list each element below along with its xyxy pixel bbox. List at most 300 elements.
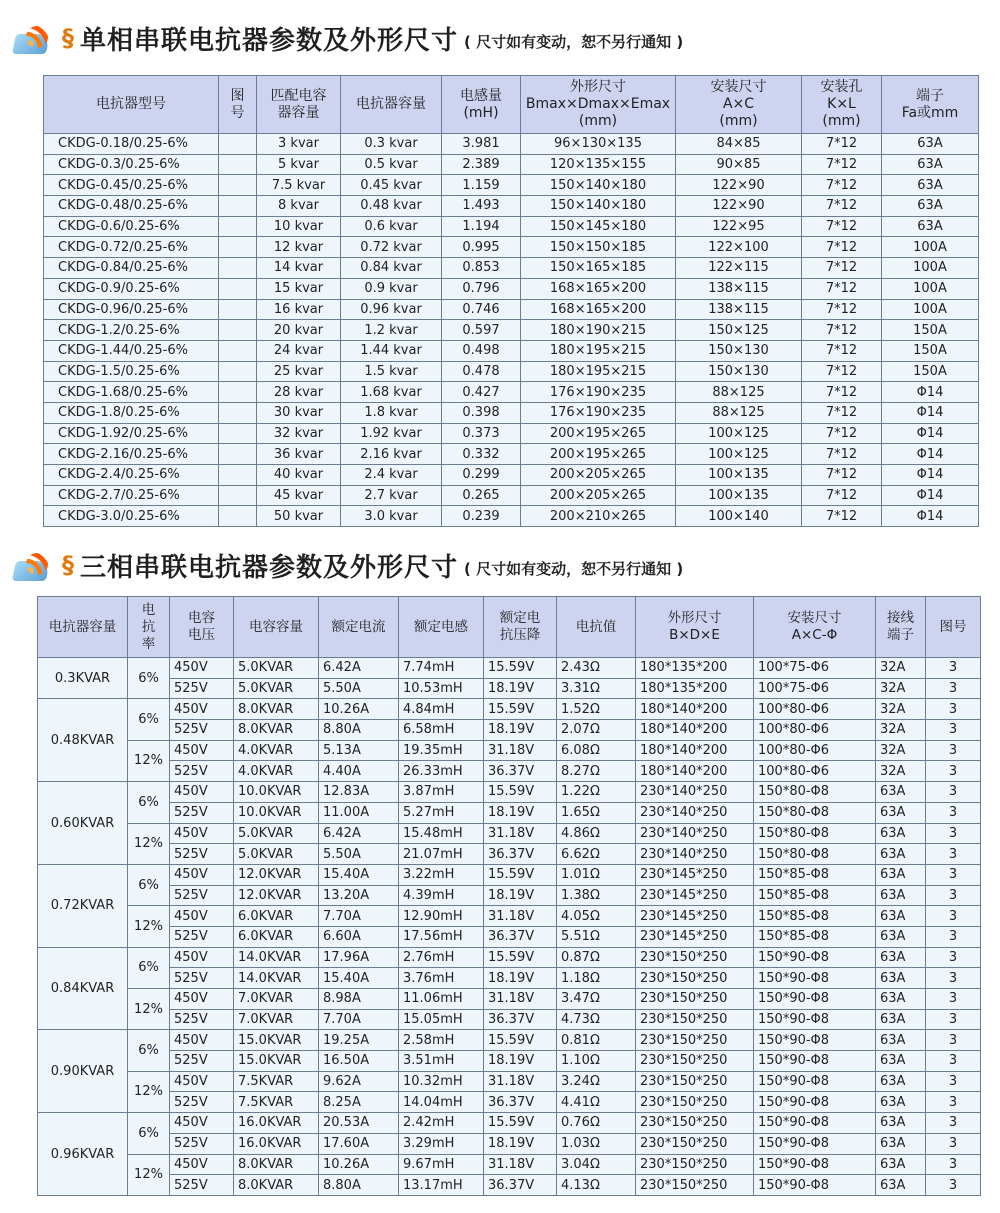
table-cell: 180*140*200 xyxy=(636,740,754,761)
table-cell: 4.86Ω xyxy=(557,823,636,844)
table-cell: CKDG-2.4/0.25-6% xyxy=(44,465,219,486)
table-cell: 63A xyxy=(882,134,979,155)
capacity-cell: 0.96KVAR xyxy=(38,1113,128,1196)
table-row xyxy=(38,1092,981,1113)
column-header: 电 抗 率 xyxy=(128,597,170,658)
column-header: 额定电流 xyxy=(319,597,399,658)
table-cell: 122×90 xyxy=(676,196,802,217)
table-cell: 3 kvar xyxy=(257,134,341,155)
table-cell: 31.18V xyxy=(484,823,557,844)
table-cell: 1.38Ω xyxy=(557,885,636,906)
table-row xyxy=(44,506,979,527)
column-header: 接线 端子 xyxy=(876,597,926,658)
table-cell: 10 kvar xyxy=(257,216,341,237)
table-cell xyxy=(219,237,257,258)
table-cell: 525V xyxy=(170,1133,234,1154)
table-cell: 150*90-Φ8 xyxy=(754,1154,876,1175)
table-row xyxy=(38,1154,981,1175)
table-cell: 63A xyxy=(876,947,926,968)
table-cell: 150*90-Φ8 xyxy=(754,989,876,1010)
table-cell: 7*12 xyxy=(802,444,882,465)
table-cell: 90×85 xyxy=(676,154,802,175)
table-cell: 176×190×235 xyxy=(521,402,676,423)
table-cell: 63A xyxy=(876,885,926,906)
table-cell: 14.04mH xyxy=(399,1092,484,1113)
table-cell: 180×195×215 xyxy=(521,361,676,382)
table-cell: 525V xyxy=(170,926,234,947)
table-cell: 17.56mH xyxy=(399,926,484,947)
table-cell: 1.03Ω xyxy=(557,1133,636,1154)
table-cell: 180×195×215 xyxy=(521,340,676,361)
table-cell: 6.42A xyxy=(319,658,399,679)
table-cell: 8.25A xyxy=(319,1092,399,1113)
table-cell: 100×125 xyxy=(676,444,802,465)
table-cell: 3.22mH xyxy=(399,864,484,885)
table-cell: 63A xyxy=(876,844,926,865)
table-cell: 16.0KVAR xyxy=(234,1113,319,1134)
table-cell: 230*140*250 xyxy=(636,844,754,865)
table-cell xyxy=(219,485,257,506)
table-cell: 25 kvar xyxy=(257,361,341,382)
table-cell: 150*90-Φ8 xyxy=(754,1009,876,1030)
table-cell: 122×90 xyxy=(676,175,802,196)
section-header-single-phase xyxy=(12,18,683,58)
table-cell: 1.52Ω xyxy=(557,699,636,720)
table-cell: 100×135 xyxy=(676,485,802,506)
table-cell: 3 xyxy=(926,885,981,906)
table-cell: 3 xyxy=(926,1071,981,1092)
table-cell: 100×125 xyxy=(676,423,802,444)
table-cell: Φ14 xyxy=(882,402,979,423)
table-cell: 7*12 xyxy=(802,278,882,299)
table-cell xyxy=(219,299,257,320)
table-cell: 1.159 xyxy=(442,175,521,196)
table-cell: 3 xyxy=(926,1154,981,1175)
column-header: 额定电 抗压降 xyxy=(484,597,557,658)
table-cell: CKDG-0.96/0.25-6% xyxy=(44,299,219,320)
table-cell: Φ14 xyxy=(882,485,979,506)
table-cell: 10.26A xyxy=(319,1154,399,1175)
table-cell: 3.0 kvar xyxy=(341,506,442,527)
table-cell: 525V xyxy=(170,1092,234,1113)
table-cell: 20.53A xyxy=(319,1113,399,1134)
column-header: 图号 xyxy=(926,597,981,658)
table-cell: 7.0KVAR xyxy=(234,989,319,1010)
table-cell: 1.493 xyxy=(442,196,521,217)
column-header: 电抗值 xyxy=(557,597,636,658)
table-cell: 1.01Ω xyxy=(557,864,636,885)
table-cell: 5.27mH xyxy=(399,802,484,823)
table-cell: 3 xyxy=(926,1133,981,1154)
capacity-cell: 0.60KVAR xyxy=(38,782,128,865)
table-cell: 200×210×265 xyxy=(521,506,676,527)
table-cell: 230*150*250 xyxy=(636,1154,754,1175)
table-row xyxy=(44,299,979,320)
table-cell: 230*145*250 xyxy=(636,926,754,947)
table-cell: 32A xyxy=(876,699,926,720)
column-header: 电抗器容量 xyxy=(341,76,442,134)
table-cell: CKDG-0.6/0.25-6% xyxy=(44,216,219,237)
table-cell: 4.41Ω xyxy=(557,1092,636,1113)
table-cell: 2.43Ω xyxy=(557,658,636,679)
table-cell: 122×95 xyxy=(676,216,802,237)
table-cell: 7*12 xyxy=(802,299,882,320)
table-cell: 5.13A xyxy=(319,740,399,761)
table-cell: 6.0KVAR xyxy=(234,906,319,927)
table-cell: 525V xyxy=(170,678,234,699)
table-cell: 2.7 kvar xyxy=(341,485,442,506)
table-cell: 3.29mH xyxy=(399,1133,484,1154)
table-cell: 0.87Ω xyxy=(557,947,636,968)
table-cell: 15.40A xyxy=(319,968,399,989)
table-cell: 1.44 kvar xyxy=(341,340,442,361)
table-cell: 450V xyxy=(170,989,234,1010)
table-row xyxy=(38,720,981,741)
table-row xyxy=(38,885,981,906)
table-row xyxy=(38,844,981,865)
table-cell xyxy=(219,134,257,155)
table-cell: 4.39mH xyxy=(399,885,484,906)
table-cell: 32A xyxy=(876,658,926,679)
table-cell xyxy=(219,216,257,237)
table-cell: 200×205×265 xyxy=(521,465,676,486)
table-row xyxy=(38,906,981,927)
table-cell: Φ14 xyxy=(882,382,979,403)
table-cell: 0.478 xyxy=(442,361,521,382)
table-cell: 0.48 kvar xyxy=(341,196,442,217)
table-row xyxy=(38,761,981,782)
table-cell: 10.53mH xyxy=(399,678,484,699)
table-cell: 15.59V xyxy=(484,1113,557,1134)
table-cell: 63A xyxy=(876,802,926,823)
table-cell: 230*150*250 xyxy=(636,1009,754,1030)
table-cell: 13.17mH xyxy=(399,1175,484,1196)
rate-cell: 6% xyxy=(128,782,170,823)
table-cell: 3 xyxy=(926,864,981,885)
table-cell: 3 xyxy=(926,844,981,865)
table-row xyxy=(38,968,981,989)
table-cell: 230*145*250 xyxy=(636,885,754,906)
table-cell: 0.398 xyxy=(442,402,521,423)
table-cell: CKDG-1.92/0.25-6% xyxy=(44,423,219,444)
rate-cell: 12% xyxy=(128,1154,170,1195)
table-cell: 150*80-Φ8 xyxy=(754,844,876,865)
table-cell: 180×190×215 xyxy=(521,320,676,341)
table-cell: 36 kvar xyxy=(257,444,341,465)
table-cell: 2.07Ω xyxy=(557,720,636,741)
table-cell: 15.48mH xyxy=(399,823,484,844)
table-cell: 15.0KVAR xyxy=(234,1051,319,1072)
table-cell: 122×100 xyxy=(676,237,802,258)
column-header: 外形尺寸 Bmax×Dmax×Emax (mm) xyxy=(521,76,676,134)
table-cell: 63A xyxy=(882,196,979,217)
table-cell: CKDG-0.9/0.25-6% xyxy=(44,278,219,299)
table-row xyxy=(44,175,979,196)
table-cell: 3 xyxy=(926,947,981,968)
table-cell: 176×190×235 xyxy=(521,382,676,403)
single-phase-table xyxy=(43,75,979,527)
table-cell: 0.995 xyxy=(442,237,521,258)
table-cell: 150*90-Φ8 xyxy=(754,1071,876,1092)
table-cell: 450V xyxy=(170,699,234,720)
table-cell: 63A xyxy=(876,1051,926,1072)
table-cell: 3 xyxy=(926,1113,981,1134)
table-cell: 5.0KVAR xyxy=(234,678,319,699)
table-row xyxy=(44,258,979,279)
table-row xyxy=(44,196,979,217)
capacity-cell: 0.3KVAR xyxy=(38,658,128,699)
table-cell: 525V xyxy=(170,1009,234,1030)
table-cell: 150A xyxy=(882,320,979,341)
table-row xyxy=(44,278,979,299)
table-cell xyxy=(219,340,257,361)
table-cell: 7*12 xyxy=(802,402,882,423)
table-cell: 450V xyxy=(170,740,234,761)
table-cell: 63A xyxy=(876,1113,926,1134)
column-header: 电抗器型号 xyxy=(44,76,219,134)
table-cell: 3 xyxy=(926,761,981,782)
table-cell: 138×115 xyxy=(676,299,802,320)
table-cell: 63A xyxy=(876,1071,926,1092)
table-cell: 150*85-Φ8 xyxy=(754,926,876,947)
table-cell: 180*140*200 xyxy=(636,720,754,741)
table-cell xyxy=(219,444,257,465)
table-row xyxy=(44,485,979,506)
rate-cell: 6% xyxy=(128,864,170,905)
table-row xyxy=(44,134,979,155)
table-cell: 450V xyxy=(170,782,234,803)
table-cell: 100×140 xyxy=(676,506,802,527)
table-cell: 36.37V xyxy=(484,1009,557,1030)
table-cell: 18.19V xyxy=(484,1051,557,1072)
table-cell xyxy=(219,278,257,299)
table-cell: CKDG-1.5/0.25-6% xyxy=(44,361,219,382)
table-cell xyxy=(219,175,257,196)
table-cell: 16.0KVAR xyxy=(234,1133,319,1154)
table-cell: 0.9 kvar xyxy=(341,278,442,299)
table-cell: 450V xyxy=(170,1113,234,1134)
table-cell: 32A xyxy=(876,740,926,761)
table-cell: 3 xyxy=(926,802,981,823)
rate-cell: 12% xyxy=(128,906,170,947)
table-cell: 3 xyxy=(926,1175,981,1196)
table-cell: 10.26A xyxy=(319,699,399,720)
table-cell: 63A xyxy=(882,216,979,237)
table-cell: 3 xyxy=(926,658,981,679)
table-cell: 150×125 xyxy=(676,320,802,341)
table-cell: 31.18V xyxy=(484,740,557,761)
table-cell: 5.0KVAR xyxy=(234,844,319,865)
capacity-cell: 0.90KVAR xyxy=(38,1030,128,1113)
table-cell: 150*85-Φ8 xyxy=(754,906,876,927)
table-cell: 150*90-Φ8 xyxy=(754,1051,876,1072)
table-row xyxy=(38,699,981,720)
table-cell: 7*12 xyxy=(802,175,882,196)
table-cell: 122×115 xyxy=(676,258,802,279)
table-cell: 450V xyxy=(170,658,234,679)
table-cell: 2.389 xyxy=(442,154,521,175)
table-cell: 7*12 xyxy=(802,382,882,403)
table-cell: 525V xyxy=(170,720,234,741)
section-mark-icon: § xyxy=(62,551,74,579)
table-cell: 2.4 kvar xyxy=(341,465,442,486)
table-cell: 3 xyxy=(926,1092,981,1113)
table-cell: 1.10Ω xyxy=(557,1051,636,1072)
table-cell: 0.45 kvar xyxy=(341,175,442,196)
table-cell: 88×125 xyxy=(676,382,802,403)
table-cell: 6.58mH xyxy=(399,720,484,741)
table-cell: 150×150×185 xyxy=(521,237,676,258)
table-cell: CKDG-1.44/0.25-6% xyxy=(44,340,219,361)
table-cell: 3 xyxy=(926,1051,981,1072)
table-cell: 6.60A xyxy=(319,926,399,947)
table-cell: 36.37V xyxy=(484,844,557,865)
table-cell: 2.42mH xyxy=(399,1113,484,1134)
table-cell: 15.59V xyxy=(484,864,557,885)
table-cell: 3 xyxy=(926,926,981,947)
table-cell: 18.19V xyxy=(484,678,557,699)
table-row xyxy=(44,340,979,361)
table-cell: 1.2 kvar xyxy=(341,320,442,341)
table-cell: 450V xyxy=(170,906,234,927)
table-row xyxy=(38,658,981,679)
table-cell: 7*12 xyxy=(802,485,882,506)
table-row xyxy=(38,823,981,844)
table-cell: 63A xyxy=(876,1009,926,1030)
table-row xyxy=(38,802,981,823)
table-cell: 17.96A xyxy=(319,947,399,968)
table-cell: 8.0KVAR xyxy=(234,720,319,741)
table-cell: CKDG-0.84/0.25-6% xyxy=(44,258,219,279)
table-cell: 63A xyxy=(876,1092,926,1113)
table-cell: 1.18Ω xyxy=(557,968,636,989)
table-cell: 45 kvar xyxy=(257,485,341,506)
table-cell: 150*90-Φ8 xyxy=(754,1092,876,1113)
table-cell: 8.80A xyxy=(319,720,399,741)
table-cell: 150*90-Φ8 xyxy=(754,1113,876,1134)
column-header: 电容 电压 xyxy=(170,597,234,658)
table-cell: 36.37V xyxy=(484,926,557,947)
capacity-cell: 0.84KVAR xyxy=(38,947,128,1030)
table-cell: 26.33mH xyxy=(399,761,484,782)
table-cell: 180*135*200 xyxy=(636,678,754,699)
capacity-cell: 0.48KVAR xyxy=(38,699,128,782)
table-cell: 3 xyxy=(926,989,981,1010)
table-cell: 7*12 xyxy=(802,423,882,444)
table-cell: 3.31Ω xyxy=(557,678,636,699)
table-row xyxy=(38,947,981,968)
table-cell: 5.51Ω xyxy=(557,926,636,947)
table-cell xyxy=(219,506,257,527)
table-cell: 7.70A xyxy=(319,906,399,927)
table-cell: 150*80-Φ8 xyxy=(754,782,876,803)
table-cell: 150×145×180 xyxy=(521,216,676,237)
table-cell: 3.04Ω xyxy=(557,1154,636,1175)
table-cell: 63A xyxy=(876,823,926,844)
table-cell: 7*12 xyxy=(802,134,882,155)
table-cell: 230*150*250 xyxy=(636,1051,754,1072)
table-cell: 19.25A xyxy=(319,1030,399,1051)
table-cell: 180*140*200 xyxy=(636,761,754,782)
column-header: 端子 Fa或mm xyxy=(882,76,979,134)
table-row xyxy=(38,1071,981,1092)
table-cell: 100A xyxy=(882,258,979,279)
table-cell: 100A xyxy=(882,299,979,320)
table-cell: 0.299 xyxy=(442,465,521,486)
table-row xyxy=(44,361,979,382)
table-cell: CKDG-0.3/0.25-6% xyxy=(44,154,219,175)
table-cell: 150*90-Φ8 xyxy=(754,947,876,968)
table-cell: 32A xyxy=(876,678,926,699)
table-cell: 3 xyxy=(926,1009,981,1030)
table-cell: 15.59V xyxy=(484,699,557,720)
table-cell: 17.60A xyxy=(319,1133,399,1154)
table-row xyxy=(38,1030,981,1051)
table-cell: 20 kvar xyxy=(257,320,341,341)
table-cell: 11.00A xyxy=(319,802,399,823)
capacity-cell: 0.72KVAR xyxy=(38,864,128,947)
rate-cell: 6% xyxy=(128,699,170,740)
table-cell: 525V xyxy=(170,1051,234,1072)
rate-cell: 6% xyxy=(128,1113,170,1154)
table-row xyxy=(38,740,981,761)
table-cell: 150A xyxy=(882,340,979,361)
section-title: 三相串联电抗器参数及外形尺寸 xyxy=(80,552,459,583)
table-cell: 1.68 kvar xyxy=(341,382,442,403)
table-cell xyxy=(219,382,257,403)
table-cell xyxy=(219,258,257,279)
table-cell: 10.0KVAR xyxy=(234,782,319,803)
table-cell: 5 kvar xyxy=(257,154,341,175)
table-cell: CKDG-1.68/0.25-6% xyxy=(44,382,219,403)
table-cell: 40 kvar xyxy=(257,465,341,486)
table-cell: 3.51mH xyxy=(399,1051,484,1072)
column-header: 额定电感 xyxy=(399,597,484,658)
table-cell: 96×130×135 xyxy=(521,134,676,155)
column-header: 电抗器容量 xyxy=(38,597,128,658)
table-cell: 150*90-Φ8 xyxy=(754,1030,876,1051)
table-cell: 32 kvar xyxy=(257,423,341,444)
table-cell: 1.194 xyxy=(442,216,521,237)
table-cell: 18.19V xyxy=(484,1133,557,1154)
table-cell: 63A xyxy=(876,1175,926,1196)
table-row xyxy=(44,465,979,486)
table-cell: 36.37V xyxy=(484,1092,557,1113)
table-cell: 525V xyxy=(170,844,234,865)
table-cell: 1.22Ω xyxy=(557,782,636,803)
table-row xyxy=(38,678,981,699)
table-cell: 15.40A xyxy=(319,864,399,885)
table-cell: 8.0KVAR xyxy=(234,1175,319,1196)
table-cell: 2.58mH xyxy=(399,1030,484,1051)
table-cell: 180*135*200 xyxy=(636,658,754,679)
table-cell: 230*150*250 xyxy=(636,947,754,968)
table-cell: 63A xyxy=(882,154,979,175)
table-cell: 3 xyxy=(926,823,981,844)
table-cell: 7*12 xyxy=(802,154,882,175)
rate-cell: 12% xyxy=(128,989,170,1030)
column-header: 匹配电容 器容量 xyxy=(257,76,341,134)
table-cell: 4.05Ω xyxy=(557,906,636,927)
table-row xyxy=(38,1051,981,1072)
table-cell: 525V xyxy=(170,1175,234,1196)
table-cell: 200×205×265 xyxy=(521,485,676,506)
table-cell: 3.87mH xyxy=(399,782,484,803)
table-cell: 0.498 xyxy=(442,340,521,361)
table-row xyxy=(44,382,979,403)
table-cell: 450V xyxy=(170,1071,234,1092)
table-cell: 7.74mH xyxy=(399,658,484,679)
